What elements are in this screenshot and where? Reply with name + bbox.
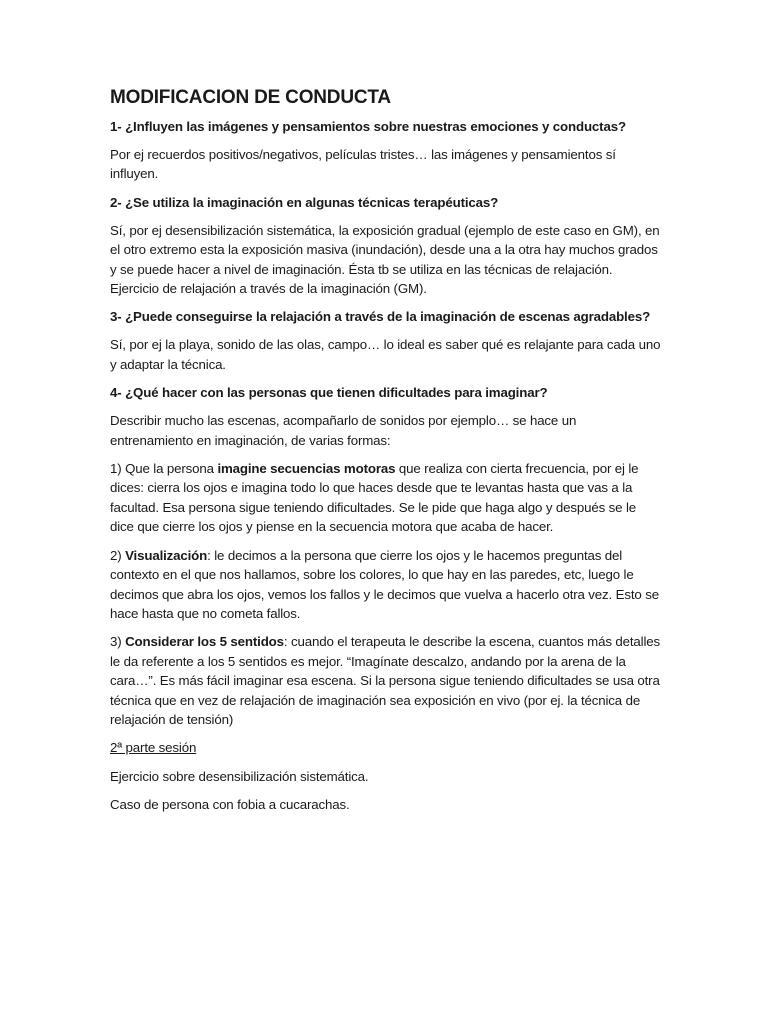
answer-2: Sí, por ej desensibilización sistemática, la exposición gradual (ejemplo de este caso en GM), en el otro extremo esta la exposición masiva (inundación), desde una a la otra hay muchos grados y se puede hacer a nivel de imaginación. Ésta tb se utiliza en las técnicas de relajación. Ejercicio de relajación a través de la imaginación (GM). [110,222,660,297]
question-4: 4- ¿Qué hacer con las personas que tienen dificultades para imaginar? [110,385,548,401]
section-2-line-2: Caso de persona con fobia a cucarachas. [110,797,350,813]
answer-4: Describir mucho las escenas, acompañarlo de sonidos por ejemplo… se hace un entrenamiento en imaginación, de varias formas: [110,413,577,448]
list-item-1-bold: imagine secuencias motoras [217,461,396,477]
section-2-line-1: Ejercicio sobre desensibilización sistemática. [110,768,369,784]
list-item-2-text: : le decimos a la persona que cierre los ojos y le hacemos preguntas del contexto en el que nos hallamos, sobre los colores, lo que hay en las paredes, etc, luego le decimos que abra los ojos, vemos los fallos y le decimos que vuelva a hacerlo otra vez. Esto se hace hasta que no cometa fallos. [110,547,659,621]
list-item-2-bold: Visualización [125,547,208,563]
question-1: 1- ¿Influyen las imágenes y pensamientos sobre nuestras emociones y conductas? [110,119,626,134]
list-item-1-prefix: 1) Que la persona [110,461,218,477]
list-item-3-prefix: 3) [110,634,126,650]
list-item-2 [110,546,662,624]
answer-3: Sí, por ej la playa, sonido de las olas, campo… lo ideal es saber qué es relajante para cada uno y adaptar la técnica. [110,337,661,372]
question-2: 2- ¿Se utiliza la imaginación en algunas técnicas terapéuticas? [110,194,499,210]
document-title: MODIFICACION DE CONDUCTA [110,87,391,108]
section-2-heading: 2ª parte sesión [110,740,197,756]
answer-1: Por ej recuerdos positivos/negativos, películas tristes… las imágenes y pensamientos sí influyen. [110,147,616,182]
list-item-3 [110,632,662,729]
list-item-2-prefix: 2) [110,547,126,563]
list-item-3-bold: Considerar los 5 sentidos [125,634,284,650]
list-item-1-text: que realiza con cierta frecuencia, por ej le dices: cierra los ojos e imagina todo lo que haces desde que te levantas hasta que vas a la facultad. Esa persona sigue teniendo dificultades. Se le pide que haga algo y después se le dice que cierre los ojos y piense en la secuencia motora que acaba de hacer. [110,461,639,535]
list-item-3-text: : cuando el terapeuta le describe la escena, cuantos más detalles le da referente a los 5 sentidos es mejor. “Imagínate descalzo, andando por la arena de la cara…”. Es más fácil imaginar esa escena. Si la persona sigue teniendo dificultades se usa otra técnica que en vez de relajación de imaginación sea exposición en vivo (por ej. la técnica de relajación de tensión) [110,634,660,727]
document-body [110,87,662,824]
question-3: 3- ¿Puede conseguirse la relajación a través de la imaginación de escenas agradables? [110,309,651,325]
list-item-1 [110,459,662,537]
